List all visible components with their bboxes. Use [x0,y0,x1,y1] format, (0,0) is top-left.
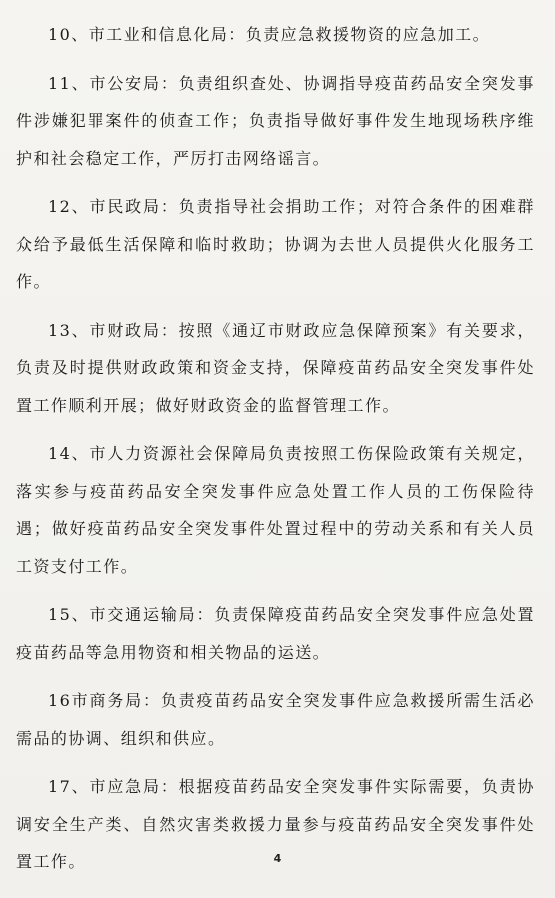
page-number: 4 [273,852,282,865]
paragraph-13: 13、市财政局：按照《通辽市财政应急保障预案》有关要求，负责及时提供财政政策和资金支持，保障疫苗药品安全突发事件处置工作顺利开展；做好财政资金的监督管理工作。 [16,320,535,415]
paragraph-14: 14、市人力资源社会保障局负责按照工伤保险政策有关规定，落实参与疫苗药品安全突发事件应急处置工作人员的工伤保险待遇；做好疫苗药品安全突发事件处置过程中的劳动关系和有关人员工资支付工作。 [16,444,535,576]
paragraph-16: 16市商务局：负责疫苗药品安全突发事件应急救援所需生活必需品的协调、组织和供应。 [16,691,535,748]
paragraph-17: 17、市应急局：根据疫苗药品安全突发事件实际需要，负责协调安全生产类、自然灾害类救援力量参与疫苗药品安全突发事件处置工作。 [16,777,535,871]
paragraph-11: 11、市公安局：负责组织查处、协调指导疫苗药品安全突发事件涉嫌犯罪案件的侦查工作；负责指导做好事件发生地现场秩序维护和社会稳定工作，严厉打击网络谣言。 [16,73,535,168]
paragraph-10: 10、市工业和信息化局：负责应急救援物资的应急加工。 [48,25,491,44]
paragraph-12: 12、市民政局：负责指导社会捐助工作；对符合条件的困难群众给予最低生活保障和临时救助；协调为去世人员提供火化服务工作。 [16,197,535,291]
paragraph-15: 15、市交通运输局：负责保障疫苗药品安全突发事件应急处置疫苗药品等急用物资和相关物品的运送。 [16,605,535,662]
document-body [16,16,535,892]
